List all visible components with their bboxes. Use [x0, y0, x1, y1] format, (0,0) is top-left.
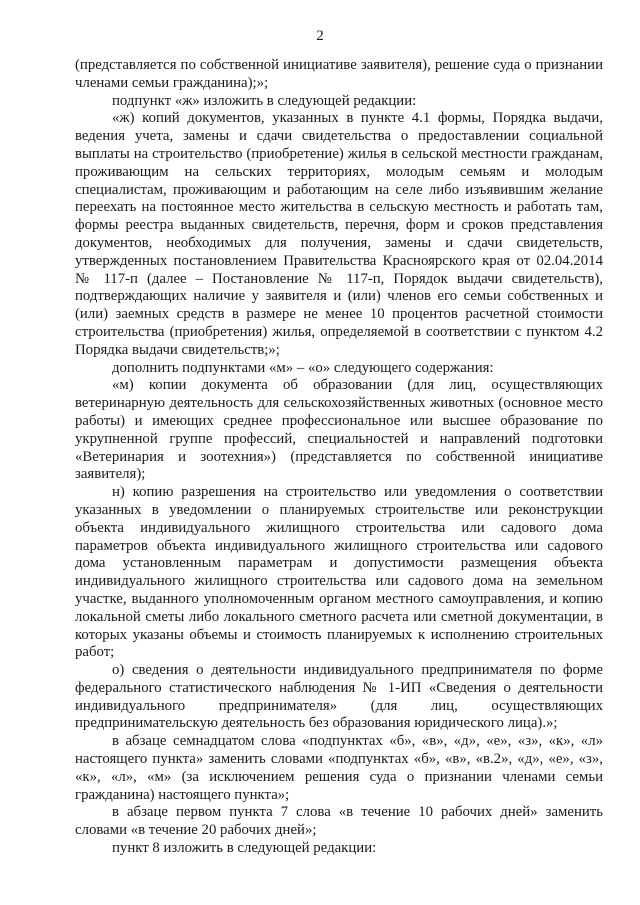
document-body [75, 57, 603, 858]
paragraph: в абзаце семнадцатом слова «подпунктах «б», «в», «д», «е», «з», «к», «л» настоящего пункта» заменить словами «подпунктах «б», «в», «в.2», «д», «е», «з», «к», «л», «м» (за исключением решения суда о признании членами семьи гражданина) настоящего пункта»; [75, 733, 603, 803]
paragraph: «ж) копий документов, указанных в пункте 4.1 формы, Порядка выдачи, ведения учета, замены и сдачи свидетельства о предоставлении социальной выплаты на строительство (приобретение) жилья в сельской местности гражданам, проживающим на сельских территориях, молодым семьям и молодым специалистам, проживающим и работающим на селе либо изъявившим желание переехать на постоянное место жительства в сельскую местность и работать там, формы реестра выданных свидетельств, перечня, форм и сроков представления документов, необходимых для получения, замены и сдачи свидетельств, утвержденных постановлением Правительства Красноярского края от 02.04.2014 № 117-п (далее – Постановление № 117-п, Порядок выдачи свидетельств), подтверждающих наличие у заявителя и (или) членов его семьи собственных и (или) заемных средств в размере не менее 10 процентов расчетной стоимости строительства (приобретения) жилья, определяемой в соответствии с пунктом 4.2 Порядка выдачи свидетельств;»; [75, 110, 603, 358]
paragraph: «м) копии документа об образовании (для лиц, осуществляющих ветеринарную деятельность для сельскохозяйственных животных (основное место работы) и имеющих среднее профессиональное или высшее образование по укрупненной группе профессий, специальностей и направлений подготовки «Ветеринария и зоотехния») (представляется по собственной инициативе заявителя); [75, 377, 603, 483]
paragraph: о) сведения о деятельности индивидуального предпринимателя по форме федерального статистического наблюдения № 1-ИП «Сведения о деятельности индивидуального предпринимателя» (для лиц, осуществляющих предпринимательскую деятельность без образования юридического лица).»; [75, 662, 603, 732]
paragraph: дополнить подпунктами «м» – «о» следующего содержания: [112, 359, 494, 376]
paragraph: подпункт «ж» изложить в следующей редакции: [112, 92, 417, 109]
paragraph: (представляется по собственной инициативе заявителя), решение суда о признании членами семьи гражданина);»; [75, 57, 603, 91]
paragraph: в абзаце первом пункта 7 слова «в течение 10 рабочих дней» заменить словами «в течение 20 рабочих дней»; [75, 804, 603, 839]
paragraph: пункт 8 изложить в следующей редакции: [112, 840, 377, 857]
paragraph: н) копию разрешения на строительство или уведомления о соответствии указанных в уведомлении о планируемых строительстве или реконструкции объекта индивидуального жилищного строительства или садового дома параметров объекта индивидуального жилищного строительства или садового дома установленным параметрам и допустимости размещения объекта индивидуального жилищного строительства или садового дома на земельном участке, выданного уполномоченным органом местного самоуправления, и копию локальной сметы либо локального сметного расчета или сметной документации, в которых указаны объемы и стоимость планируемых к исполнению строительных работ; [75, 484, 603, 661]
page-number: 2 [316, 28, 324, 44]
